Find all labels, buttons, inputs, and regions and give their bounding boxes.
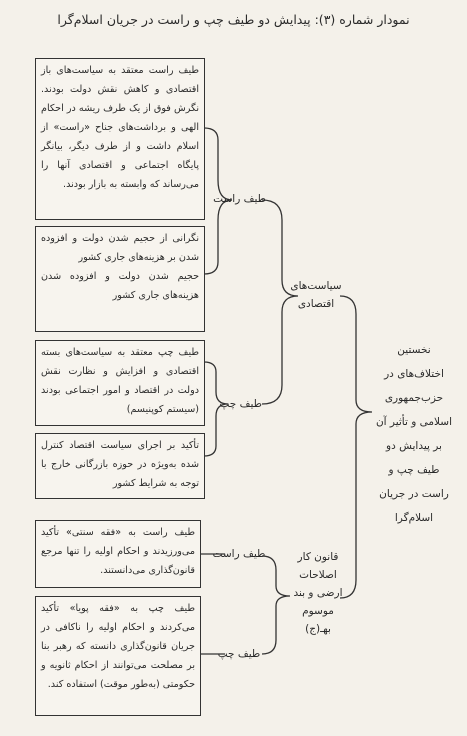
box-traditional-fiqh-text: طیف راست به «فقه سنتی» تأکید می‌ورزیدند و احکام اولیه را تنها مرجع قانون‌گذاری می‌دانستند. <box>41 527 195 576</box>
box-government-expansion <box>35 226 205 332</box>
diagram-title: نمودار شماره (۳): پیدایش دو طیف چپ و راست در جریان اسلام‌گرا <box>57 12 410 27</box>
box-right-economic-policy <box>35 58 205 220</box>
label-root: نخستین اختلاف‌های در حزب‌جمهوری اسلامی و تأثیر آن بر پیدایش دو طیف چپ و راست در جریان اسلام‌گرا <box>375 344 453 524</box>
label-labor-law: قانون کار اصلاحات ارضی و بند موسوم بهـ(ج) <box>293 551 343 635</box>
box-government-expansion-text-1: نگرانی از حجیم شدن دولت و افزوده شدن بر هزینه‌های جاری کشور <box>41 233 199 263</box>
label-left-1: طیف چپ <box>219 398 262 410</box>
box-right-economic-policy-text: طیف راست معتقد به سیاست‌های باز اقتصادی و کاهش نقش دولت بودند. نگرش فوق از یک طرف ریشه در احکام الهی و برداشت‌های جناح «راست» از اسلام داشت و از طرف دیگر، بیانگر پایگاه اجتماعی و اقتصادی آنها را می‌رساند که وابسته به بازار بودند. <box>41 65 199 190</box>
box-dynamic-fiqh <box>35 596 201 716</box>
box-controlled-economy-text: تأکید بر اجرای سیاست اقتصاد کنترل شده به‌ویژه در حوزه بازرگانی خارج با توجه به شرایط کشور <box>41 440 199 489</box>
box-left-economic-policy <box>35 340 205 426</box>
label-left-2: طیف چپ <box>217 648 261 660</box>
box-traditional-fiqh <box>35 520 201 588</box>
box-government-expansion-text-2: حجیم شدن دولت و افزوده شدن هزینه‌های جاری کشور <box>41 271 199 301</box>
label-right-2: طیف راست <box>212 548 266 560</box>
brace-laborlaw <box>262 556 290 654</box>
label-right-1: طیف راست <box>213 193 266 205</box>
box-left-economic-policy-text: طیف چپ معتقد به سیاست‌های بسته اقتصادی و افزایش و نظارت نقش دولت در اقتصاد و امور اجتماعی بودند (سیستم کوپنیسم) <box>41 347 199 415</box>
box-controlled-economy <box>35 433 205 499</box>
box-dynamic-fiqh-text: طیف چپ به «فقه پویا» تأکید می‌کردند و احکام اولیه را ناکافی در جریان قانون‌گذاری دانسته که رهبر بنا بر مصلحت می‌توانند از احکام ثانویه و حکومتی (به‌طور موقت) استفاده کند. <box>41 603 195 690</box>
label-economic-policies: سیاست‌های اقتصادی <box>290 280 342 310</box>
